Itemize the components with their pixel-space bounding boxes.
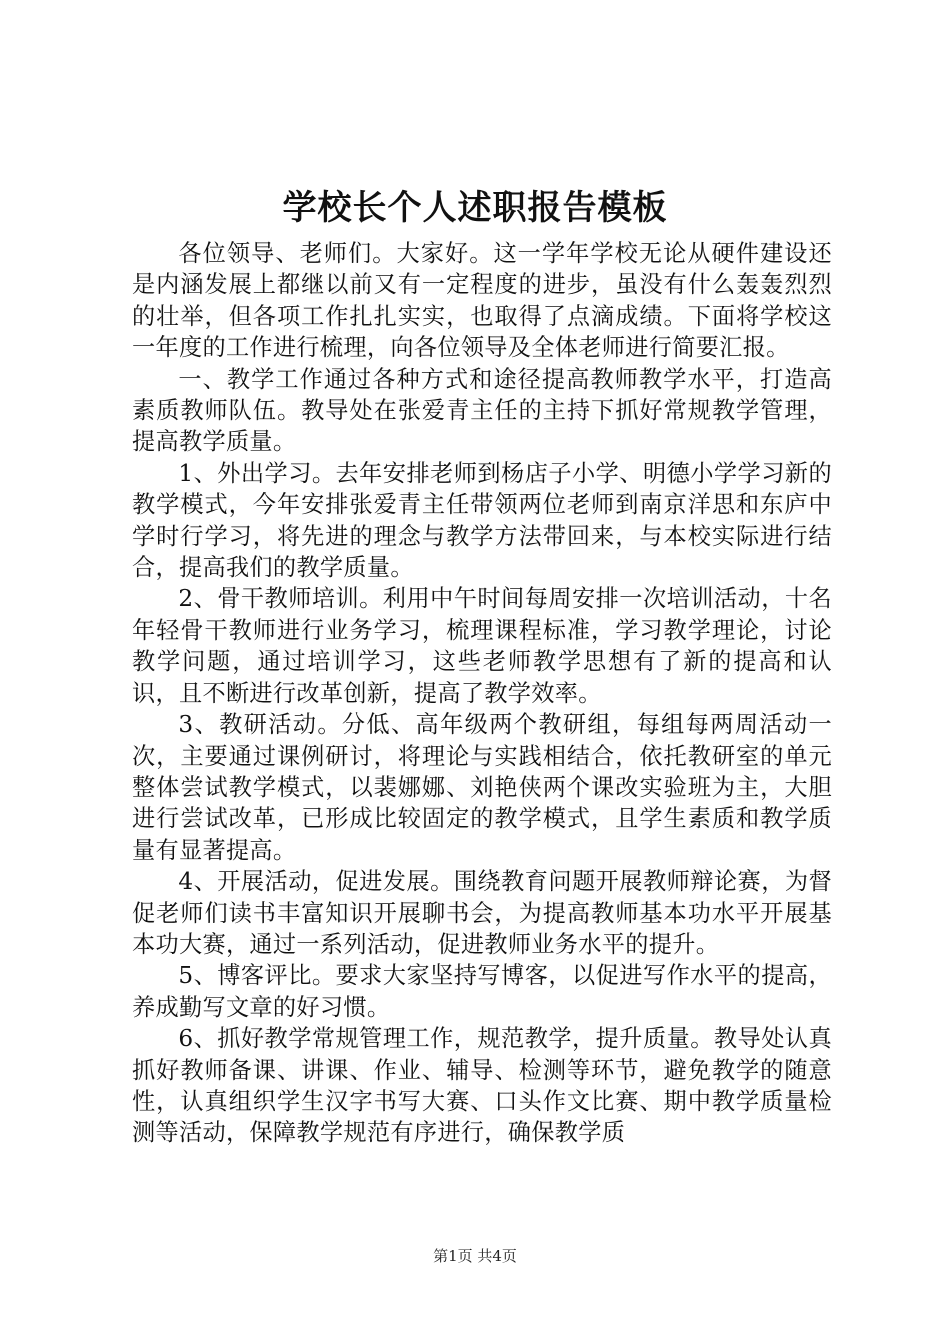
paragraph-section-teaching: 一、教学工作通过各种方式和途径提高教师教学水平，打造高素质教师队伍。教导处在张爱青主任的主持下抓好常规教学管理，提高教学质量。	[132, 365, 832, 456]
document-body	[132, 238, 832, 1149]
paragraph-item-2: 2、骨干教师培训。利用中午时间每周安排一次培训活动，十名年轻骨干教师进行业务学习，梳理课程标准，学习教学理论，讨论教学问题，通过培训学习，这些老师教学思想有了新的提高和认识，且不断进行改革创新，提高了教学效率。	[132, 585, 832, 707]
document-title: 学校长个人述职报告模板	[282, 188, 668, 228]
paragraph-item-3: 3、教研活动。分低、高年级两个教研组，每组每两周活动一次，主要通过课例研讨，将理论与实践相结合，依托教研室的单元整体尝试教学模式，以裴娜娜、刘艳侠两个课改实验班为主，大胆进行尝试改革，已形成比较固定的教学模式，且学生素质和教学质量有显著提高。	[132, 711, 832, 864]
paragraph-item-4: 4、开展活动，促进发展。围绕教育问题开展教师辩论赛，为督促老师们读书丰富知识开展聊书会，为提高教师基本功水平开展基本功大赛，通过一系列活动，促进教师业务水平的提升。	[132, 868, 832, 958]
paragraph-item-1: 1、外出学习。去年安排老师到杨店子小学、明德小学学习新的教学模式，今年安排张爱青主任带领两位老师到南京洋思和东庐中学时行学习，将先进的理念与教学方法带回来，与本校实际进行结合，提高我们的教学质量。	[132, 459, 832, 582]
paragraph-item-6: 6、抓好教学常规管理工作，规范教学，提升质量。教导处认真抓好教师备课、讲课、作业、辅导、检测等环节，避免教学的随意性，认真组织学生汉字书写大赛、口头作文比赛、期中教学质量检测等活动，保障教学规范有序进行，确保教学质	[132, 1025, 832, 1147]
page-footer: 第1页 共4页	[433, 1247, 517, 1265]
paragraph-greeting: 各位领导、老师们。大家好。这一学年学校无论从硬件建设还是内涵发展上都继以前又有一定程度的进步，虽没有什么轰轰烈烈的壮举，但各项工作扎扎实实，也取得了点滴成绩。下面将学校这一年度的工作进行梳理，向各位领导及全体老师进行简要汇报。	[132, 240, 832, 362]
paragraph-item-5: 5、博客评比。要求大家坚持写博客，以促进写作水平的提高，养成勤写文章的好习惯。	[132, 962, 832, 1021]
